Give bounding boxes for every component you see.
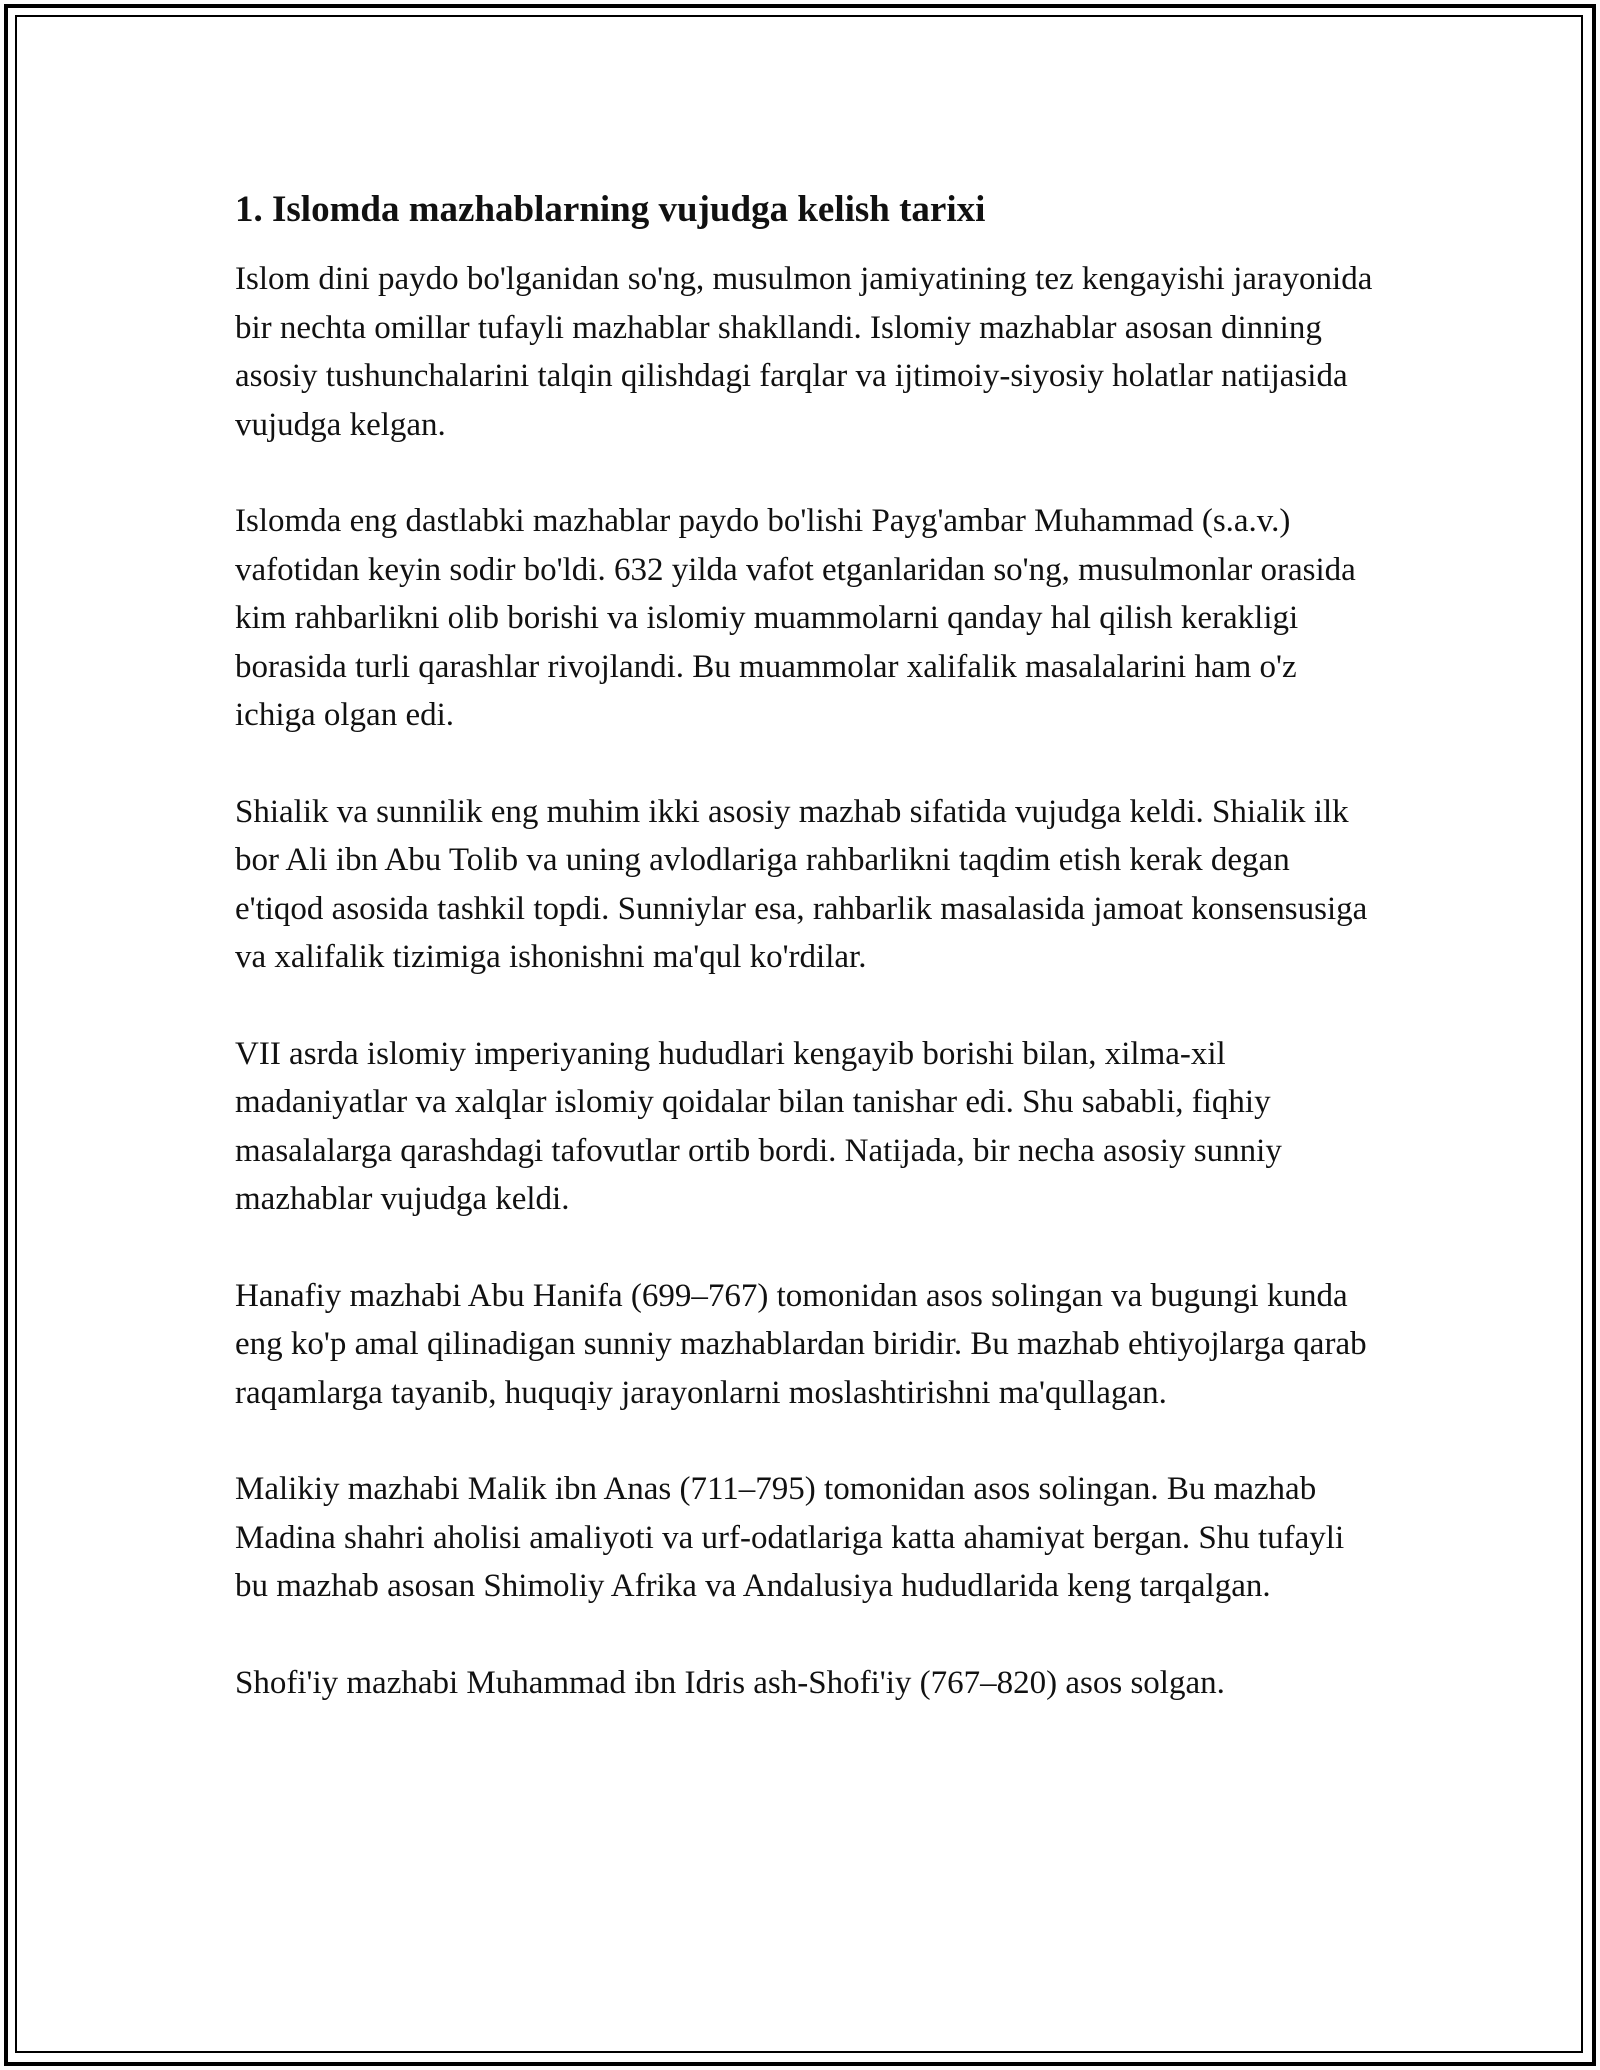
document-body bbox=[235, 185, 1375, 1755]
paragraph-3: Shialik va sunnilik eng muhim ikki asosiy mazhab sifatida vujudga keldi. Shialik ilk bor Ali ibn Abu Tolib va uning avlodlariga rahbarlikni taqdim etish kerak degan e'tiqod asosida tashkil topdi. Sunniylar esa, rahbarlik masalasida jamoat konsensusiga va xalifalik tizimiga ishonishni ma'qul ko'rdilar. bbox=[235, 793, 1368, 975]
paragraph-2: Islomda eng dastlabki mazhablar paydo bo'lishi Payg'ambar Muhammad (s.a.v.) vafotidan keyin sodir bo'ldi. 632 yilda vafot etganlaridan so'ng, musulmonlar orasida kim rahbarlikni olib borishi va islomiy muammolarni qanday hal qilish kerakligi borasida turli qarashlar rivojlandi. Bu muammolar xalifalik masalalarini ham o'z ichiga olgan edi. bbox=[235, 503, 1356, 733]
paragraph-4: VII asrda islomiy imperiyaning hududlari kengayib borishi bilan, xilma-xil madaniyatlar va xalqlar islomiy qoidalar bilan tanishar edi. Shu sababli, fiqhiy masalalarga qarashdagi tafovutlar ortib bordi. Natijada, bir necha asosiy sunniy mazhablar vujudga keldi. bbox=[235, 1035, 1282, 1217]
paragraph-6: Malikiy mazhabi Malik ibn Anas (711–795) tomonidan asos solingan. Bu mazhab Madina shahri aholisi amaliyoti va urf-odatlariga katta ahamiyat bergan. Shu tufayli bu mazhab asosan Shimoliy Afrika va Andalusiya hududlarida keng tarqalgan. bbox=[235, 1471, 1345, 1604]
section-heading: 1. Islomda mazhablarning vujudga kelish tarixi bbox=[235, 189, 986, 230]
paragraph-7: Shofi'iy mazhabi Muhammad ibn Idris ash-Shofi'iy (767–820) asos solgan. bbox=[235, 1664, 1225, 1701]
paragraph-1: Islom dini paydo bo'lganidan so'ng, musulmon jamiyatining tez kengayishi jarayonida bir nechta omillar tufayli mazhablar shakllandi. Islomiy mazhablar asosan dinning asosiy tushunchalarini talqin qilishdagi farqlar va ijtimoiy-siyosiy holatlar natijasida vujudga kelgan. bbox=[235, 261, 1373, 443]
paragraph-5: Hanafiy mazhabi Abu Hanifa (699–767) tomonidan asos solingan va bugungi kunda eng ko'p amal qilinadigan sunniy mazhablardan biridir. Bu mazhab ehtiyojlarga qarab raqamlarga tayanib, huquqiy jarayonlarni moslashtirishni ma'qullagan. bbox=[235, 1277, 1367, 1411]
